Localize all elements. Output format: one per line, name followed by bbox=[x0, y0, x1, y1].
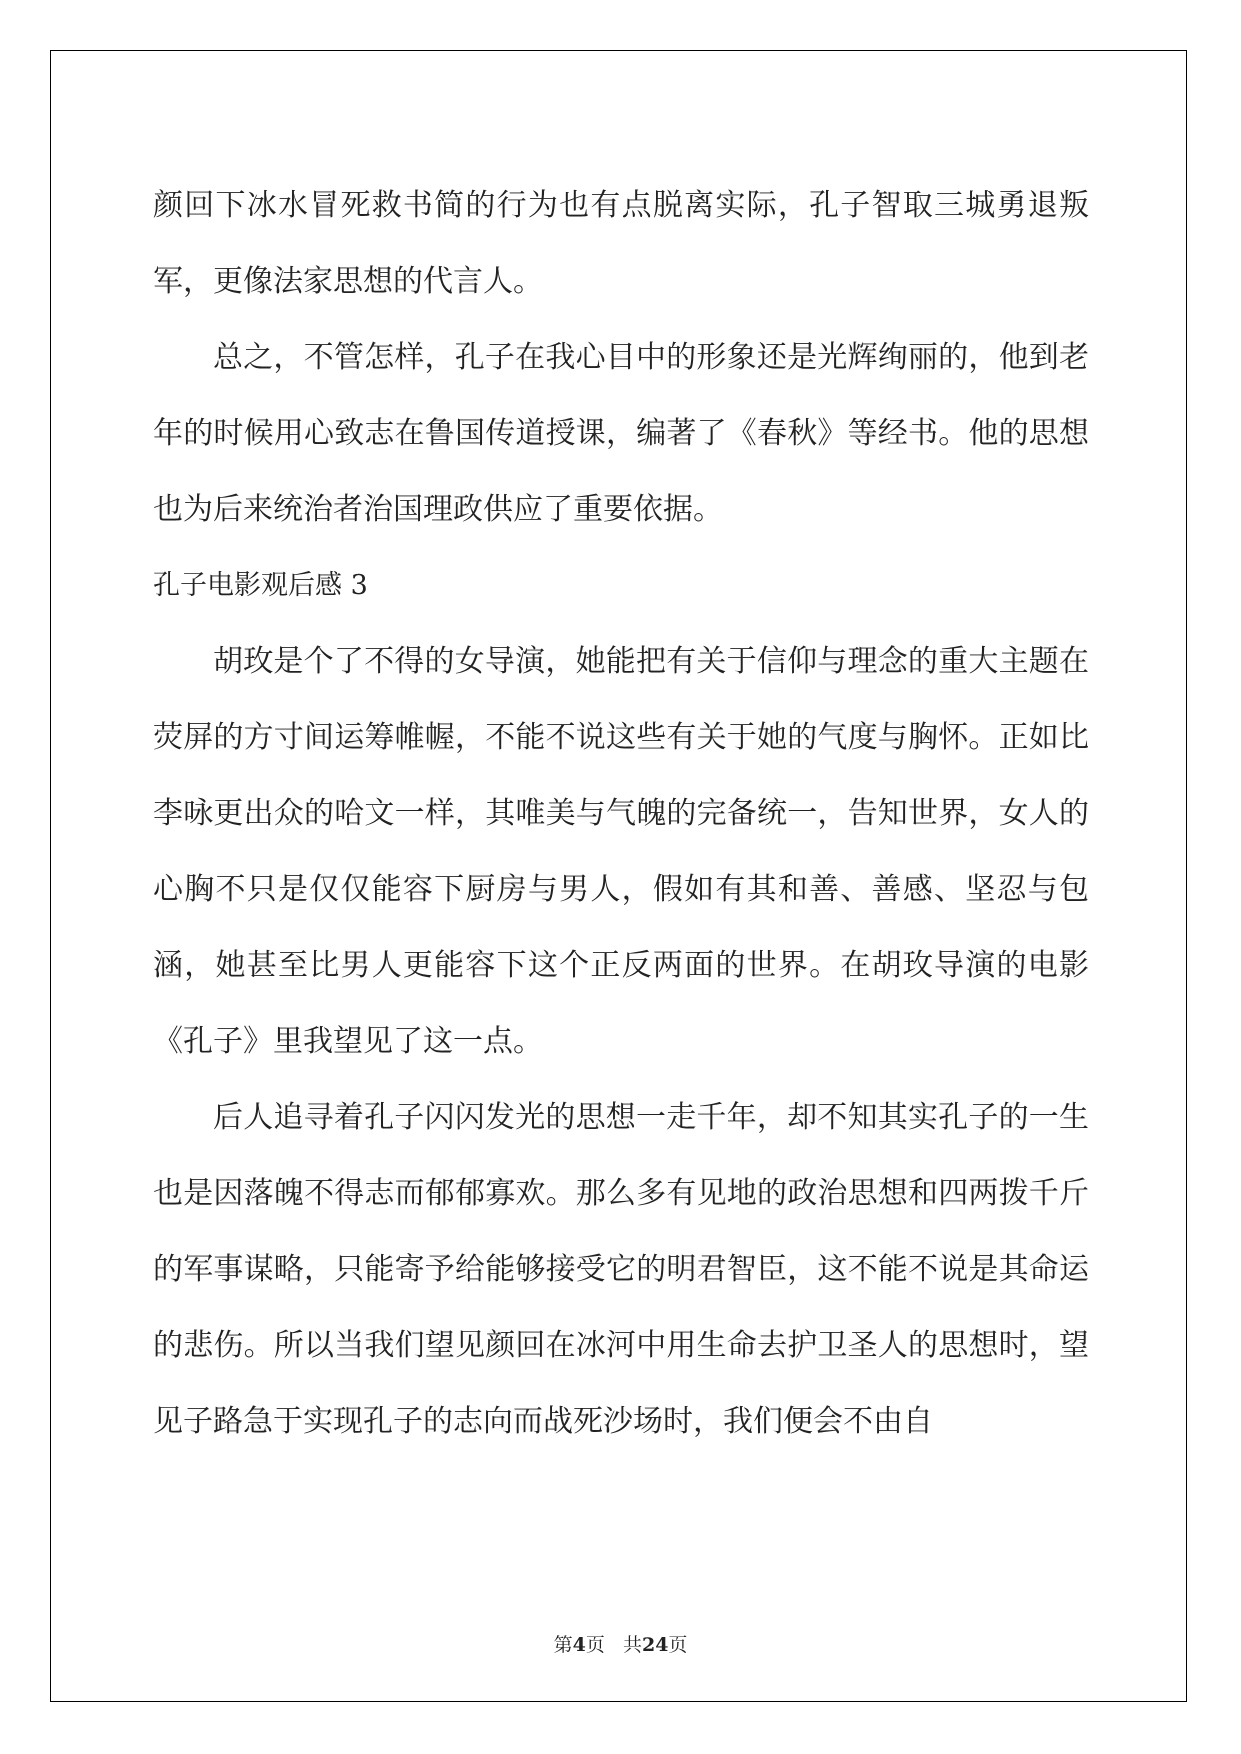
document-body bbox=[153, 168, 1089, 1460]
paragraph: 胡玫是个了不得的女导演，她能把有关于信仰与理念的重大主题在荧屏的方寸间运筹帷幄，不能不说这些有关于她的气度与胸怀。正如比李咏更出众的哈文一样，其唯美与气魄的完备统一，告知世界，女人的心胸不只是仅仅能容下厨房与男人，假如有其和善、善感、坚忍与包涵，她甚至比男人更能容下这个正反两面的世界。在胡玫导演的电影《孔子》里我望见了这一点。 bbox=[153, 644, 1089, 1059]
total-pages-number: 24 bbox=[641, 1634, 669, 1656]
paragraph: 后人追寻着孔子闪闪发光的思想一走千年，却不知其实孔子的一生也是因落魄不得志而郁郁寡欢。那么多有见地的政治思想和四两拨千斤的军事谋略，只能寄予给能够接受它的明君智臣，这不能不说是其命运的悲伤。所以当我们望见颜回在冰河中用生命去护卫圣人的思想时，望见子路急于实现孔子的志向而战死沙场时，我们便会不由自 bbox=[153, 1100, 1089, 1439]
paragraph-continuation: 颜回下冰水冒死救书简的行为也有点脱离实际，孔子智取三城勇退叛军，更像法家思想的代言人。 bbox=[153, 188, 1089, 299]
section-heading: 孔子电影观后感 3 bbox=[153, 570, 368, 601]
page-footer: 第4页 共24页 bbox=[553, 1634, 688, 1656]
paragraph: 总之，不管怎样，孔子在我心目中的形象还是光辉绚丽的，他到老年的时候用心致志在鲁国传道授课，编著了《春秋》等经书。他的思想也为后来统治者治国理政供应了重要依据。 bbox=[153, 340, 1089, 527]
current-page-number: 4 bbox=[572, 1634, 586, 1656]
